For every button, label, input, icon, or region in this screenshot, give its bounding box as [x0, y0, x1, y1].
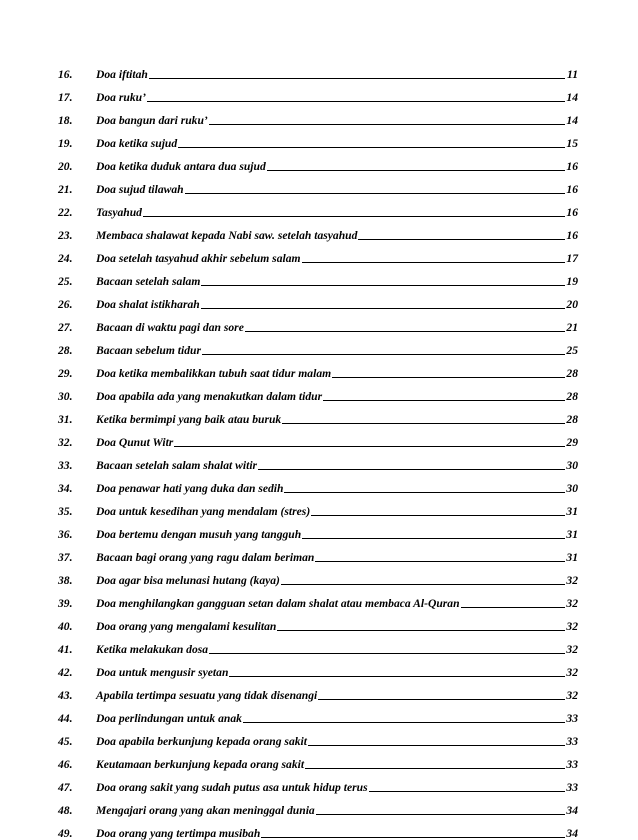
- toc-leader-line: [261, 837, 565, 838]
- toc-entry-number: 33.: [58, 459, 73, 472]
- toc-entry: [58, 472, 578, 495]
- toc-entry-page: 31: [566, 528, 578, 541]
- toc-entry-title: Doa shalat istikharah: [96, 298, 200, 311]
- toc-leader-line: [318, 699, 565, 700]
- toc-entry: [58, 127, 578, 150]
- toc-entry-number: 21.: [58, 183, 73, 196]
- toc-entry: [58, 173, 578, 196]
- toc-leader-line: [281, 584, 565, 585]
- toc-leader-line: [282, 423, 565, 424]
- toc-entry-number: 24.: [58, 252, 73, 265]
- toc-entry-title: Ketika melakukan dosa: [96, 643, 209, 656]
- toc-entry-page: 33: [566, 781, 578, 794]
- toc-entry-title: Ketika bermimpi yang baik atau buruk: [96, 413, 282, 426]
- toc-entry-page: 28: [566, 413, 578, 426]
- toc-leader-line: [461, 607, 565, 608]
- table-of-contents: [58, 58, 578, 840]
- toc-entry-number: 32.: [58, 436, 73, 449]
- toc-entry-number: 34.: [58, 482, 73, 495]
- toc-entry-page: 32: [566, 689, 578, 702]
- toc-entry-title: Doa sujud tilawah: [96, 183, 184, 196]
- toc-leader-line: [245, 331, 565, 332]
- toc-leader-line: [284, 492, 565, 493]
- toc-entry-page: 28: [566, 367, 578, 380]
- toc-leader-line: [267, 170, 565, 171]
- toc-leader-line: [229, 676, 565, 677]
- toc-entry: [58, 311, 578, 334]
- toc-entry-title: Bacaan di waktu pagi dan sore: [96, 321, 244, 334]
- toc-entry-number: 47.: [58, 781, 73, 794]
- toc-entry-number: 38.: [58, 574, 73, 587]
- toc-entry: [58, 219, 578, 242]
- toc-leader-line: [302, 538, 565, 539]
- toc-entry-number: 45.: [58, 735, 73, 748]
- toc-entry-title: Doa setelah tasyahud akhir sebelum salam: [96, 252, 301, 265]
- toc-entry-title: Bacaan setelah salam: [96, 275, 201, 288]
- toc-entry-title: Doa bertemu dengan musuh yang tangguh: [96, 528, 302, 541]
- toc-leader-line: [315, 561, 565, 562]
- toc-entry-number: 40.: [58, 620, 73, 633]
- toc-entry-number: 18.: [58, 114, 73, 127]
- toc-entry-page: 33: [566, 712, 578, 725]
- toc-entry-page: 21: [566, 321, 578, 334]
- toc-entry-number: 23.: [58, 229, 73, 242]
- toc-entry-number: 29.: [58, 367, 73, 380]
- toc-entry-number: 37.: [58, 551, 73, 564]
- toc-entry: [58, 357, 578, 380]
- toc-entry-title: Bacaan bagi orang yang ragu dalam beriman: [96, 551, 315, 564]
- toc-entry-title: Doa orang yang mengalami kesulitan: [96, 620, 277, 633]
- toc-entry-title: Doa orang yang tertimpa musibah: [96, 827, 261, 840]
- toc-leader-line: [316, 814, 565, 815]
- toc-entry: [58, 104, 578, 127]
- toc-entry-title: Doa apabila berkunjung kepada orang sakit: [96, 735, 307, 748]
- toc-leader-line: [277, 630, 565, 631]
- toc-entry: [58, 495, 578, 518]
- toc-entry: [58, 196, 578, 219]
- toc-leader-line: [143, 216, 565, 217]
- toc-entry-title: Membaca shalawat kepada Nabi saw. setelah tasyahud: [96, 229, 358, 242]
- toc-entry-title: Doa ketika membalikkan tubuh saat tidur malam: [96, 367, 332, 380]
- toc-entry-page: 32: [566, 643, 578, 656]
- toc-entry: [58, 587, 578, 610]
- toc-leader-line: [258, 469, 565, 470]
- toc-leader-line: [369, 791, 565, 792]
- toc-entry: [58, 288, 578, 311]
- toc-entry-number: 44.: [58, 712, 73, 725]
- toc-entry-title: Doa iftitah: [96, 68, 148, 81]
- toc-entry: [58, 794, 578, 817]
- toc-entry-title: Doa untuk mengusir syetan: [96, 666, 229, 679]
- toc-leader-line: [323, 400, 565, 401]
- toc-entry-number: 17.: [58, 91, 73, 104]
- toc-entry-page: 32: [566, 666, 578, 679]
- toc-entry-number: 49.: [58, 827, 73, 840]
- toc-entry-page: 32: [566, 620, 578, 633]
- toc-entry-number: 19.: [58, 137, 73, 150]
- toc-leader-line: [209, 124, 565, 125]
- toc-entry: [58, 150, 578, 173]
- toc-entry: [58, 58, 578, 81]
- toc-entry: [58, 403, 578, 426]
- toc-entry-number: 46.: [58, 758, 73, 771]
- toc-entry: [58, 449, 578, 472]
- toc-entry-page: 16: [566, 183, 578, 196]
- toc-entry-title: Doa agar bisa melunasi hutang (kaya): [96, 574, 280, 587]
- toc-leader-line: [201, 308, 565, 309]
- toc-entry-title: Doa ketika duduk antara dua sujud: [96, 160, 266, 173]
- toc-entry-title: Doa untuk kesedihan yang mendalam (stres): [96, 505, 311, 518]
- toc-entry-title: Doa ruku’: [96, 91, 146, 104]
- toc-entry-title: Doa apabila ada yang menakutkan dalam tidur: [96, 390, 323, 403]
- toc-entry-title: Doa orang sakit yang sudah putus asa untuk hidup terus: [96, 781, 368, 794]
- toc-leader-line: [149, 78, 565, 79]
- toc-leader-line: [302, 262, 565, 263]
- toc-entry-page: 25: [566, 344, 578, 357]
- toc-entry: [58, 656, 578, 679]
- toc-entry-number: 36.: [58, 528, 73, 541]
- toc-entry-number: 28.: [58, 344, 73, 357]
- toc-entry: [58, 679, 578, 702]
- toc-entry: [58, 610, 578, 633]
- toc-entry-title: Doa Qunut Witr: [96, 436, 174, 449]
- toc-entry-title: Bacaan sebelum tidur: [96, 344, 202, 357]
- toc-entry-page: 16: [566, 206, 578, 219]
- toc-entry-page: 33: [566, 735, 578, 748]
- toc-leader-line: [311, 515, 565, 516]
- toc-entry: [58, 564, 578, 587]
- toc-entry-number: 25.: [58, 275, 73, 288]
- toc-entry-page: 20: [566, 298, 578, 311]
- toc-entry-title: Doa penawar hati yang duka dan sedih: [96, 482, 284, 495]
- toc-leader-line: [308, 745, 565, 746]
- toc-leader-line: [243, 722, 565, 723]
- toc-entry: [58, 518, 578, 541]
- toc-leader-line: [178, 147, 565, 148]
- toc-entry-number: 39.: [58, 597, 73, 610]
- toc-entry-title: Keutamaan berkunjung kepada orang sakit: [96, 758, 305, 771]
- toc-entry-title: Doa menghilangkan gangguan setan dalam shalat atau membaca Al-Quran: [96, 597, 460, 610]
- toc-entry-page: 14: [566, 114, 578, 127]
- toc-entry-title: Doa bangun dari ruku’: [96, 114, 208, 127]
- toc-entry-page: 14: [566, 91, 578, 104]
- toc-entry-number: 16.: [58, 68, 73, 81]
- toc-entry-title: Doa ketika sujud: [96, 137, 178, 150]
- toc-entry: [58, 771, 578, 794]
- toc-entry-page: 34: [566, 827, 578, 840]
- toc-entry-page: 31: [566, 505, 578, 518]
- toc-entry-page: 33: [566, 758, 578, 771]
- toc-leader-line: [358, 239, 565, 240]
- toc-entry-title: Mengajari orang yang akan meninggal dunia: [96, 804, 315, 817]
- toc-entry-page: 17: [566, 252, 578, 265]
- toc-entry-page: 31: [566, 551, 578, 564]
- toc-entry-number: 22.: [58, 206, 73, 219]
- toc-entry-number: 41.: [58, 643, 73, 656]
- toc-leader-line: [332, 377, 565, 378]
- toc-entry-number: 48.: [58, 804, 73, 817]
- toc-entry-number: 31.: [58, 413, 73, 426]
- toc-entry-title: Tasyahud: [96, 206, 142, 219]
- toc-entry-number: 20.: [58, 160, 73, 173]
- toc-leader-line: [305, 768, 565, 769]
- toc-entry: [58, 725, 578, 748]
- toc-entry: [58, 334, 578, 357]
- toc-entry: [58, 81, 578, 104]
- toc-entry-number: 43.: [58, 689, 73, 702]
- toc-leader-line: [174, 446, 565, 447]
- toc-leader-line: [202, 354, 565, 355]
- toc-entry-page: 28: [566, 390, 578, 403]
- toc-entry-page: 32: [566, 597, 578, 610]
- toc-entry: [58, 380, 578, 403]
- toc-entry: [58, 702, 578, 725]
- toc-entry-page: 11: [567, 68, 578, 81]
- toc-entry-title: Apabila tertimpa sesuatu yang tidak disenangi: [96, 689, 318, 702]
- toc-entry-page: 19: [566, 275, 578, 288]
- toc-entry-page: 30: [566, 482, 578, 495]
- toc-entry-page: 34: [566, 804, 578, 817]
- toc-entry: [58, 748, 578, 771]
- toc-leader-line: [185, 193, 565, 194]
- toc-entry-page: 16: [566, 160, 578, 173]
- toc-entry: [58, 817, 578, 840]
- toc-entry-page: 16: [566, 229, 578, 242]
- toc-leader-line: [201, 285, 565, 286]
- toc-entry-page: 30: [566, 459, 578, 472]
- toc-entry-number: 35.: [58, 505, 73, 518]
- toc-entry-page: 29: [566, 436, 578, 449]
- toc-entry-number: 26.: [58, 298, 73, 311]
- toc-entry-page: 15: [566, 137, 578, 150]
- toc-entry-number: 42.: [58, 666, 73, 679]
- toc-leader-line: [209, 653, 565, 654]
- toc-entry-page: 32: [566, 574, 578, 587]
- toc-entry-title: Bacaan setelah salam shalat witir: [96, 459, 258, 472]
- toc-entry: [58, 541, 578, 564]
- toc-entry: [58, 242, 578, 265]
- toc-entry: [58, 426, 578, 449]
- toc-leader-line: [147, 101, 565, 102]
- toc-entry-number: 27.: [58, 321, 73, 334]
- toc-entry: [58, 265, 578, 288]
- toc-entry: [58, 633, 578, 656]
- toc-entry-title: Doa perlindungan untuk anak: [96, 712, 242, 725]
- toc-entry-number: 30.: [58, 390, 73, 403]
